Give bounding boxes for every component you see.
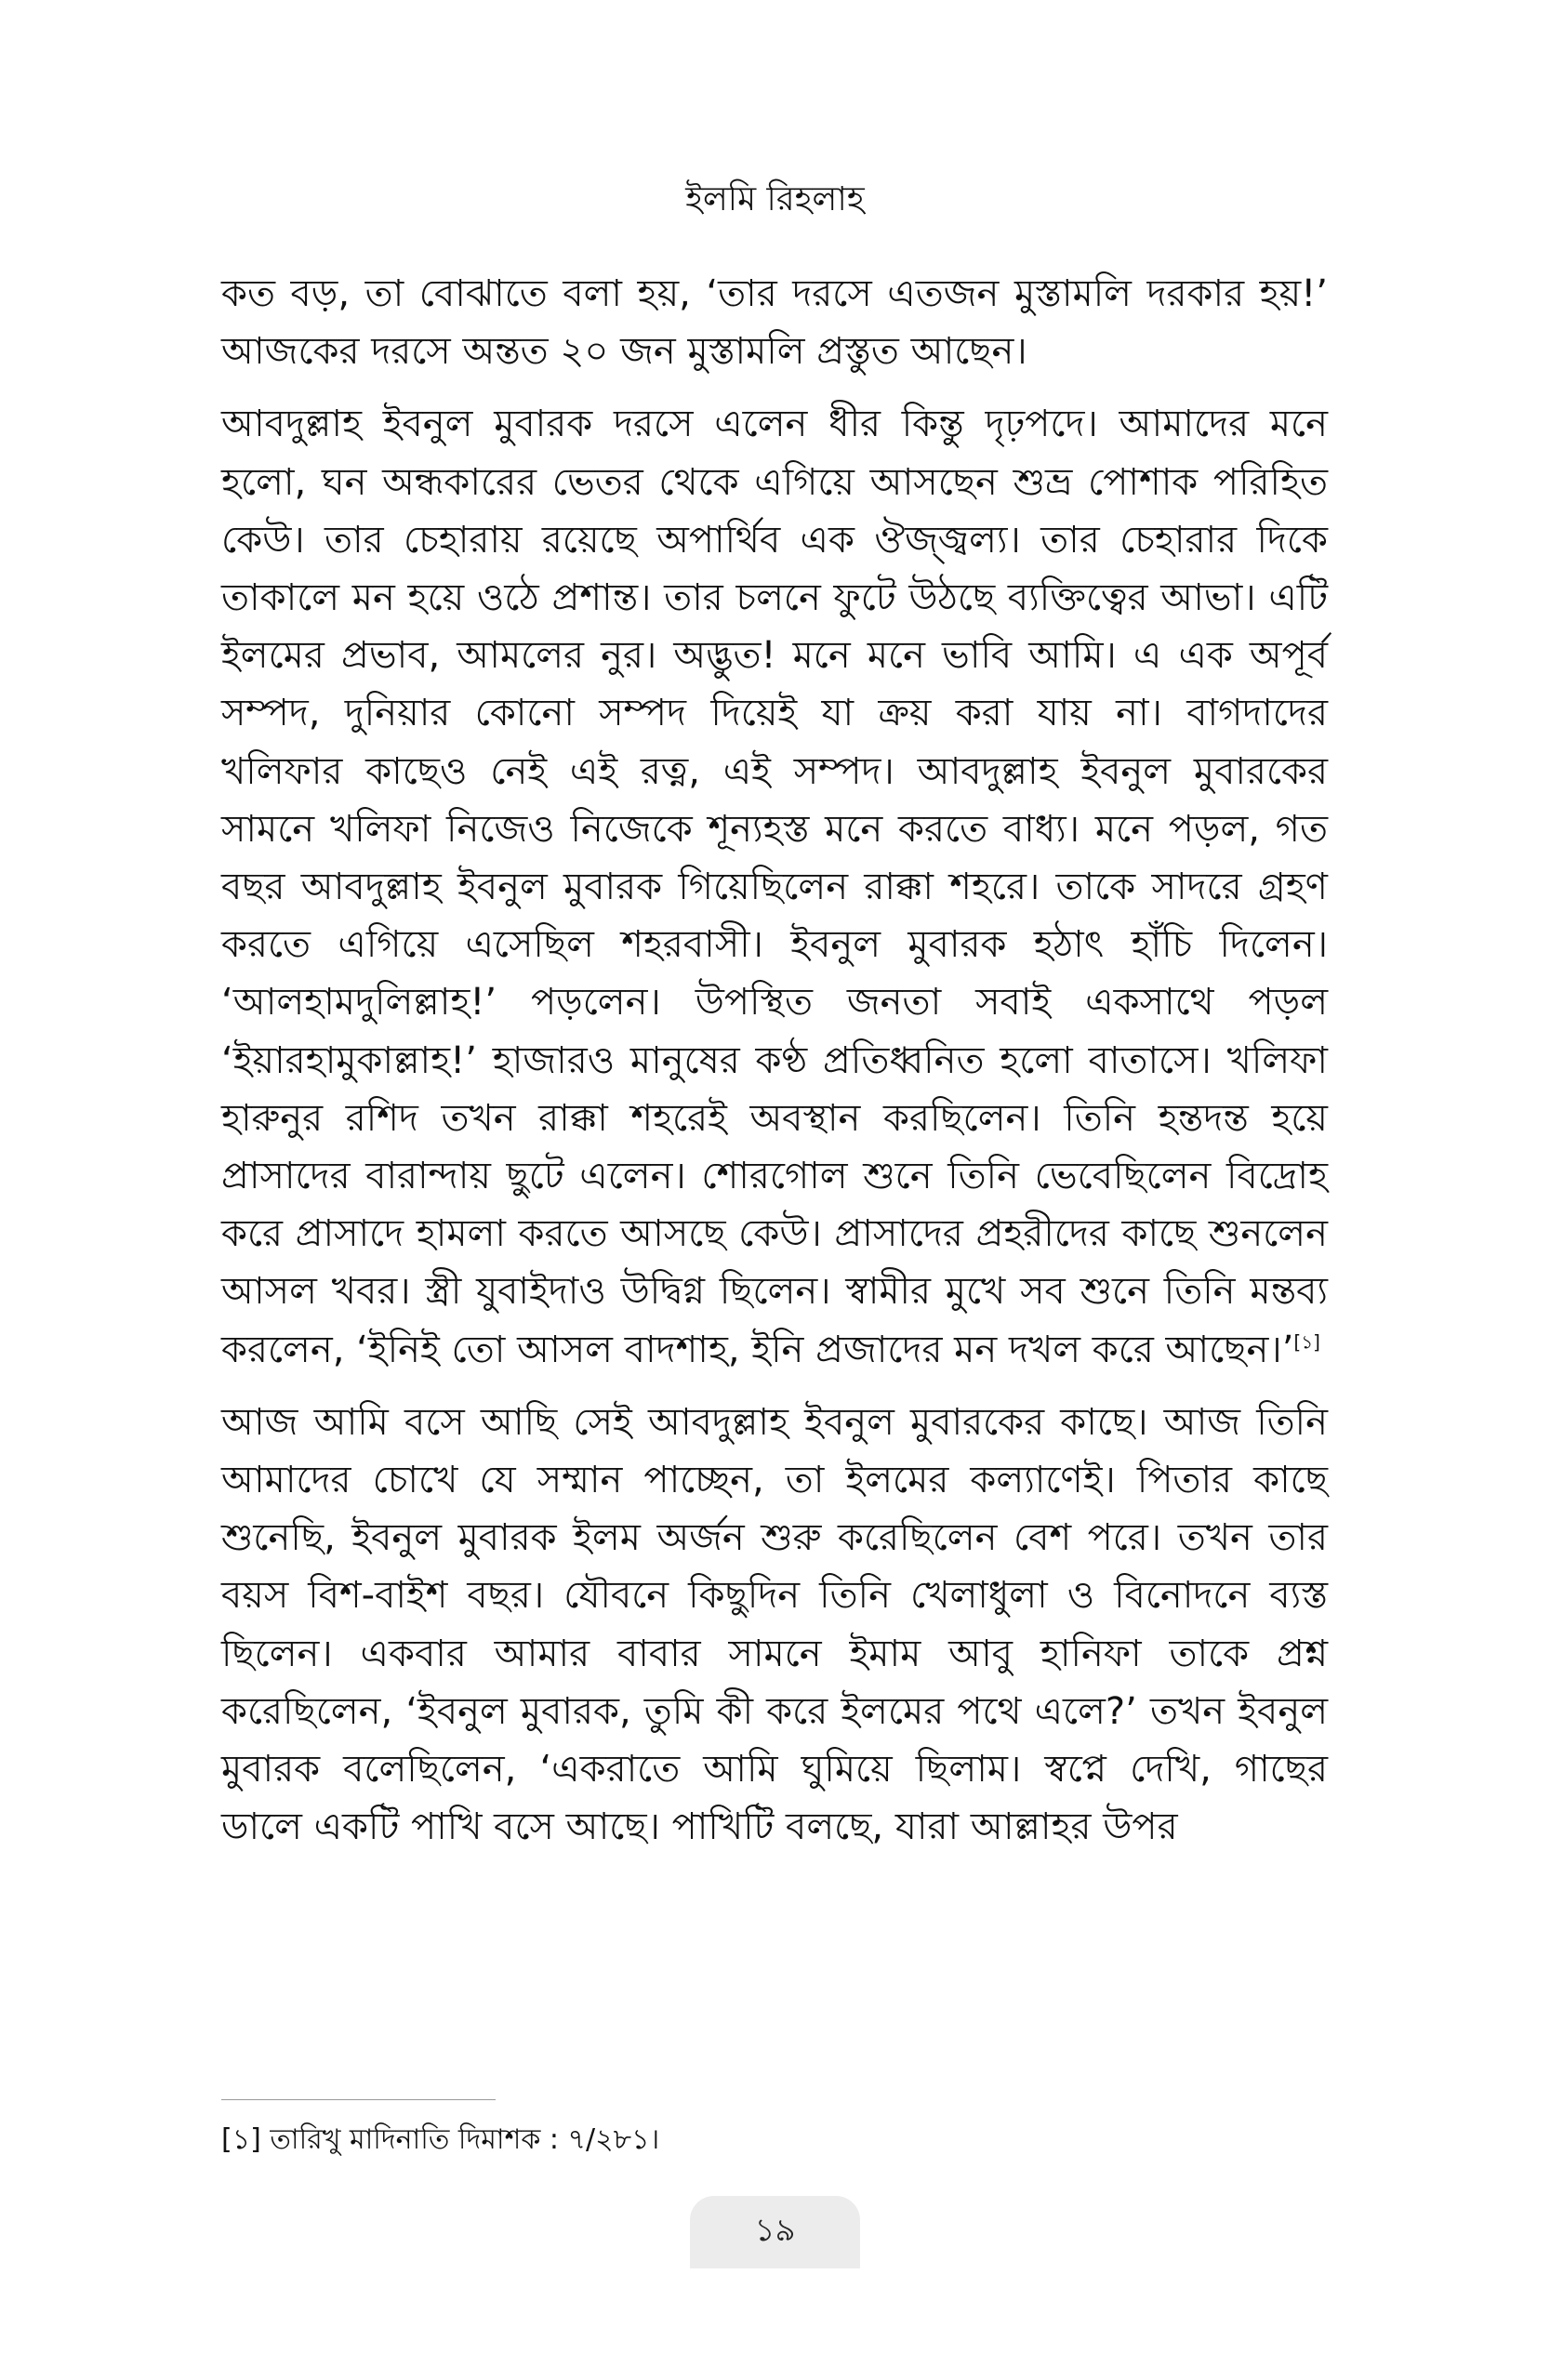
body-text: [221, 265, 1328, 1856]
paragraph-2-text: আবদুল্লাহ ইবনুল মুবারক দরসে এলেন ধীর কিন্তু দৃঢ়পদে। আমাদের মনে হলো, ঘন অন্ধকারের ভেতর থেকে এগিয়ে আসছেন শুভ্র পোশাক পরিহিত কেউ। তার চেহারায় রয়েছে অপার্থিব এক ঔজ্জ্বল্য। তার চেহারার দিকে তাকালে মন হয়ে ওঠে প্রশান্ত। তার চলনে ফুটে উঠছে ব্যক্তিত্বের আভা। এটি ইলমের প্রভাব, আমলের নুর। অদ্ভুত! মনে মনে ভাবি আমি। এ এক অপূর্ব সম্পদ, দুনিয়ার কোনো সম্পদ দিয়েই যা ক্রয় করা যায় না। বাগদাদের খলিফার কাছেও নেই এই রত্ন, এই সম্পদ। আবদুল্লাহ ইবনুল মুবারকের সামনে খলিফা নিজেও নিজেকে শূন্যহস্ত মনে করতে বাধ্য। মনে পড়ল, গত বছর আবদুল্লাহ ইবনুল মুবারক গিয়েছিলেন রাক্কা শহরে। তাকে সাদরে গ্রহণ করতে এগিয়ে এসেছিল শহরবাসী। ইবনুল মুবারক হঠাৎ হাঁচি দিলেন। ‘আলহামদুলিল্লাহ!’ পড়লেন। উপস্থিত জনতা সবাই একসাথে পড়ল ‘ইয়ারহামুকাল্লাহ!’ হাজারও মানুষের কণ্ঠ প্রতিধ্বনিত হলো বাতাসে। খলিফা হারুনুর রশিদ তখন রাক্কা শহরেই অবস্থান করছিলেন। তিনি হন্তদন্ত হয়ে প্রাসাদের বারান্দায় ছুটে এলেন। শোরগোল শুনে তিনি ভেবেছিলেন বিদ্রোহ করে প্রাসাদে হামলা করতে আসছে কেউ। প্রাসাদের প্রহরীদের কাছে শুনলেন আসল খবর। স্ত্রী যুবাইদাও উদ্বিগ্ন ছিলেন। স্বামীর মুখে সব শুনে তিনি মন্তব্য করলেন, ‘ইনিই তো আসল বাদশাহ, ইনি প্রজাদের মন দখল করে আছেন।’: [221, 403, 1328, 1371]
footnote-reference[interactable]: [১]: [1293, 1330, 1320, 1354]
page-number: ১৯: [690, 2196, 860, 2268]
paragraph-1: কত বড়, তা বোঝাতে বলা হয়, ‘তার দরসে এতজন মুস্তামলি দরকার হয়!’ আজকের দরসে অন্তত ২০ জন মুস্তামলি প্রস্তুত আছেন।: [221, 272, 1328, 374]
running-head: ইলমি রিহলাহ: [685, 180, 865, 218]
footnote-divider: [221, 2099, 496, 2100]
footnote: [১] তারিখু মাদিনাতি দিমাশক : ৭/২৮১।: [221, 2123, 660, 2156]
paragraph-2: [221, 395, 1328, 1378]
paragraph-3: আজ আমি বসে আছি সেই আবদুল্লাহ ইবনুল মুবারকের কাছে। আজ তিনি আমাদের চোখে যে সম্মান পাচ্ছেন, তা ইলমের কল্যাণেই। পিতার কাছে শুনেছি, ইবনুল মুবারক ইলম অর্জন শুরু করেছিলেন বেশ পরে। তখন তার বয়স বিশ-বাইশ বছর। যৌবনে কিছুদিন তিনি খেলাধুলা ও বিনোদনে ব্যস্ত ছিলেন। একবার আমার বাবার সামনে ইমাম আবু হানিফা তাকে প্রশ্ন করেছিলেন, ‘ইবনুল মুবারক, তুমি কী করে ইলমের পথে এলে?’ তখন ইবনুল মুবারক বলেছিলেন, ‘একরাতে আমি ঘুমিয়ে ছিলাম। স্বপ্নে দেখি, গাছের ডালে একটি পাখি বসে আছে। পাখিটি বলছে, যারা আল্লাহর উপর: [221, 1400, 1328, 1849]
